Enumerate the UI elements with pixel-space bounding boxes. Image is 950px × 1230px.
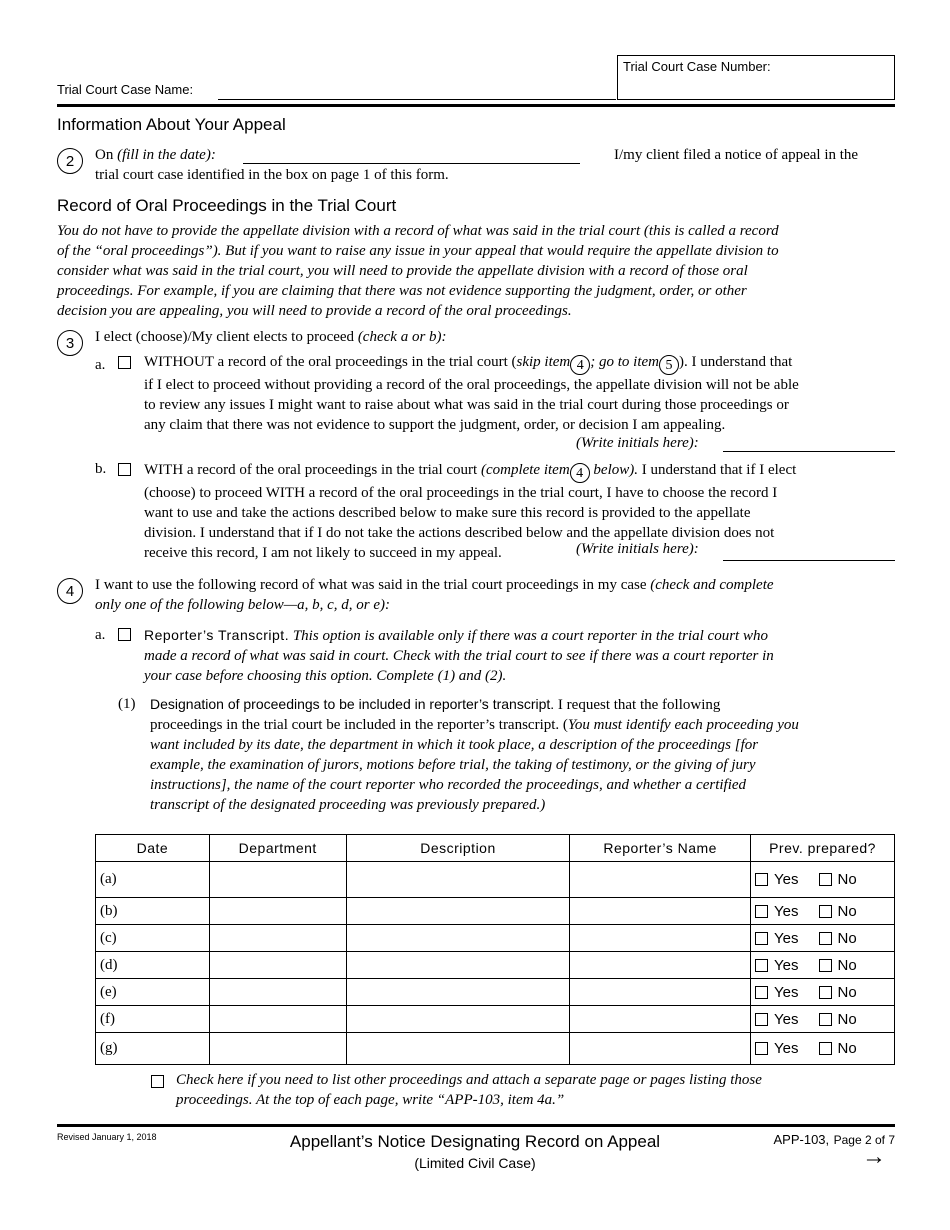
- yes-checkbox[interactable]: [755, 932, 768, 945]
- page-number: Page 2 of 7: [833, 1133, 895, 1147]
- table-row: [96, 925, 895, 952]
- yes-label: Yes: [774, 929, 799, 947]
- table-row: [96, 898, 895, 925]
- next-page-arrow-icon: →: [862, 1143, 886, 1170]
- no-checkbox[interactable]: [819, 959, 832, 972]
- footer-rule: [57, 1124, 895, 1127]
- reporter-cell[interactable]: [570, 1006, 751, 1033]
- proceedings-table: [95, 834, 895, 1065]
- yes-label: Yes: [774, 1040, 799, 1057]
- yes-checkbox[interactable]: [755, 959, 768, 972]
- date-cell[interactable]: [209, 979, 346, 1006]
- col-description: Description: [346, 835, 570, 862]
- row-label: (c): [96, 925, 210, 952]
- no-label: No: [837, 1040, 857, 1057]
- form-id: APP-103, Page 2 of 7: [773, 1132, 895, 1147]
- item3a-initials-field[interactable]: [723, 451, 895, 452]
- row-label: (a): [96, 862, 210, 898]
- no-checkbox[interactable]: [819, 1013, 832, 1026]
- yes-label: Yes: [774, 956, 799, 974]
- item3a-skip-number: 4: [570, 355, 590, 375]
- no-checkbox[interactable]: [819, 905, 832, 918]
- no-checkbox[interactable]: [819, 986, 832, 999]
- form-subtitle: (Limited Civil Case): [414, 1155, 536, 1171]
- reporter-cell[interactable]: [570, 1033, 751, 1065]
- reporter-cell[interactable]: [570, 925, 751, 952]
- item2-text-right: I/my client filed a notice of appeal in the: [614, 147, 859, 163]
- col-department: Department: [209, 835, 346, 862]
- reporter-cell[interactable]: [570, 898, 751, 925]
- item4a-text: Reporter’s Transcript. This option is available only if there was a court reporter in the trial court who made a record of what was said in court. Check with the trial court to see if there was a court reporter in your case before choosing this option. Complete (1) and (2).: [144, 627, 774, 684]
- row-label: (d): [96, 952, 210, 979]
- item3a-checkbox[interactable]: [118, 356, 131, 369]
- appeal-date-field[interactable]: [243, 163, 580, 164]
- header-rule: [57, 104, 895, 107]
- yes-label: Yes: [774, 1010, 799, 1028]
- other-proceedings-checkbox[interactable]: [151, 1075, 164, 1088]
- prev-prepared-cell: [751, 952, 895, 979]
- description-cell[interactable]: [346, 925, 570, 952]
- item3b-text: WITH a record of the oral proceedings in the trial court (complete item 4 below). I understand that if I elect (choose) to proceed WITH a record of the oral proceedings in the trial court, I have to choose the record I want to use and take the actions described below to make sure this record is provided to the appellate division. I understand that if I do not take the actions described below and the appellate division does not receive this record, I am not likely to succeed in my appeal.: [144, 462, 797, 561]
- table-header-row: [96, 835, 895, 862]
- case-number-label: Trial Court Case Number:: [623, 59, 771, 74]
- item4a-letter: a.: [95, 627, 106, 643]
- no-label: No: [837, 929, 857, 947]
- yes-label: Yes: [774, 902, 799, 920]
- date-cell[interactable]: [209, 1033, 346, 1065]
- item4a-checkbox[interactable]: [118, 628, 131, 641]
- no-checkbox[interactable]: [819, 1042, 832, 1055]
- item4-number: 4: [57, 578, 83, 604]
- section-record-title: Record of Oral Proceedings in the Trial Court: [57, 196, 397, 215]
- sub1-number: (1): [118, 696, 136, 712]
- no-checkbox[interactable]: [819, 932, 832, 945]
- item3a-goto-number: 5: [659, 355, 679, 375]
- other-proceedings-text: Check here if you need to list other proceedings and attach a separate page or pages listing those proceedings. At the top of each page, write “APP-103, item 4a.”: [176, 1072, 762, 1108]
- item4-text: I want to use the following record of what was said in the trial court proceedings in my case (check and complete only one of the following below—a, b, c, d, or e):: [95, 577, 774, 613]
- yes-checkbox[interactable]: [755, 905, 768, 918]
- prev-prepared-cell: [751, 1006, 895, 1033]
- revised-date: Revised January 1, 2018: [57, 1132, 157, 1142]
- yes-checkbox[interactable]: [755, 986, 768, 999]
- table-row: [96, 1033, 895, 1065]
- no-label: No: [837, 902, 857, 920]
- prev-prepared-cell: [751, 1033, 895, 1065]
- item3a-letter: a.: [95, 357, 106, 373]
- case-name-label: Trial Court Case Name:: [57, 82, 194, 97]
- prev-prepared-cell: [751, 925, 895, 952]
- date-cell[interactable]: [209, 925, 346, 952]
- table-row: [96, 979, 895, 1006]
- table-row: [96, 952, 895, 979]
- item2-number: 2: [57, 148, 83, 174]
- form-title: Appellant’s Notice Designating Record on Appeal: [289, 1132, 661, 1151]
- no-checkbox[interactable]: [819, 873, 832, 886]
- item3-text: I elect (choose)/My client elects to proceed (check a or b):: [95, 329, 447, 345]
- item3b-initials-field[interactable]: [723, 560, 895, 561]
- item3a-initials-label: (Write initials here):: [576, 435, 699, 451]
- reporter-cell[interactable]: [570, 862, 751, 898]
- date-cell[interactable]: [209, 1006, 346, 1033]
- no-label: No: [837, 871, 857, 888]
- yes-label: Yes: [774, 871, 799, 888]
- row-label: (b): [96, 898, 210, 925]
- yes-label: Yes: [774, 983, 799, 1001]
- case-name-field[interactable]: [218, 99, 616, 100]
- row-label: (e): [96, 979, 210, 1006]
- prev-prepared-cell: [751, 898, 895, 925]
- yes-checkbox[interactable]: [755, 1013, 768, 1026]
- yes-checkbox[interactable]: [755, 873, 768, 886]
- description-cell[interactable]: [346, 1006, 570, 1033]
- item3a-text: WITHOUT a record of the oral proceedings in the trial court (skip item 4 ; go to item 5 ). I understand that if I elect to proceed without providing a record of the oral proceedings, the appellate division will not be able to review any issues I might want to raise about what was said in the trial court during those proceedings or any claim that there was not evidence to support the judgment, order, or decision I am appealing.: [144, 354, 799, 433]
- yes-checkbox[interactable]: [755, 1042, 768, 1055]
- sub1-text: Designation of proceedings to be included in reporter’s transcript. I request that the following proceedings in the trial court be included in the reporter’s transcript. (You must identify each proceeding you want included by its date, the department in which it took place, a description of the proceedings [for example, the examination of jurors, motions before trial, the taking of testimony, or the giving of jury instructions], the name of the court reporter who recorded the proceedings, and whether a certified transcript of the designated proceeding was previously prepared.): [150, 696, 799, 813]
- item3b-initials-label: (Write initials here):: [576, 541, 699, 557]
- date-cell[interactable]: [209, 898, 346, 925]
- no-label: No: [837, 983, 857, 1001]
- reporter-cell[interactable]: [570, 979, 751, 1006]
- col-prev-prepared: Prev. prepared?: [751, 835, 895, 862]
- section-record-intro: You do not have to provide the appellate division with a record of what was said in the trial court (this is called a record of the “oral proceedings”). But if you want to raise any issue in your appeal that would require the appellate division to consider what was said in the trial court, you will need to provide the appellate division with a record of those oral proceedings. For example, if you are claiming that there was not evidence supporting the judgment, order, or other decision you are appealing, you will need to provide a record of the oral proceedings.: [57, 223, 779, 319]
- date-cell[interactable]: [209, 862, 346, 898]
- date-cell[interactable]: [209, 952, 346, 979]
- case-number-box[interactable]: [617, 55, 895, 100]
- description-cell[interactable]: [346, 1033, 570, 1065]
- item3b-letter: b.: [95, 461, 107, 477]
- col-date: Date: [96, 835, 210, 862]
- prev-prepared-cell: [751, 979, 895, 1006]
- description-cell[interactable]: [346, 979, 570, 1006]
- col-reporter-name: Reporter’s Name: [570, 835, 751, 862]
- no-label: No: [837, 1010, 857, 1028]
- item3-number: 3: [57, 330, 83, 356]
- description-cell[interactable]: [346, 898, 570, 925]
- section-info-title: Information About Your Appeal: [57, 115, 286, 134]
- row-label: (f): [96, 1006, 210, 1033]
- description-cell[interactable]: [346, 952, 570, 979]
- table-row: [96, 1006, 895, 1033]
- no-label: No: [837, 956, 857, 974]
- item2-text-line2: trial court case identified in the box on page 1 of this form.: [95, 167, 449, 183]
- prev-prepared-cell: [751, 862, 895, 898]
- description-cell[interactable]: [346, 862, 570, 898]
- item2-on: On (fill in the date):: [95, 147, 216, 163]
- table-row: [96, 862, 895, 898]
- row-label: (g): [96, 1033, 210, 1065]
- item3b-item-number: 4: [570, 463, 590, 483]
- item3b-checkbox[interactable]: [118, 463, 131, 476]
- reporter-cell[interactable]: [570, 952, 751, 979]
